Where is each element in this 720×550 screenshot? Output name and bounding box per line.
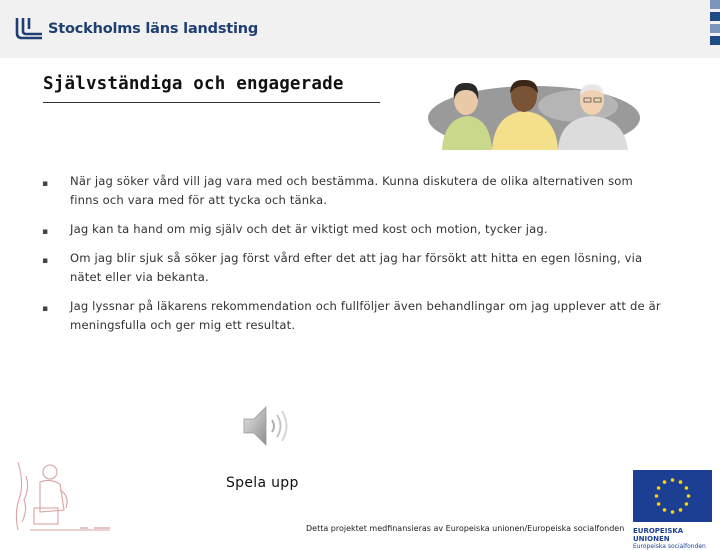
handwritten-sketch-icon xyxy=(10,452,120,536)
org-logo[interactable] xyxy=(14,16,258,42)
eu-flag-icon xyxy=(633,470,712,522)
list-item xyxy=(42,249,662,287)
play-button[interactable]: Spela upp xyxy=(226,475,299,491)
eu-logo xyxy=(633,470,712,550)
slide-title: Självständiga och engagerade xyxy=(43,74,344,94)
bullet-list xyxy=(42,172,662,345)
corner-decoration xyxy=(710,0,720,48)
bullet-glyph: ▪ xyxy=(42,227,49,237)
sll-logo-icon xyxy=(14,16,44,42)
bullet-glyph: ▪ xyxy=(42,304,49,314)
bullet-text: Om jag blir sjuk så söker jag först vård efter det att jag har försökt att hitta en egen lösning, via nätet eller via bekanta. xyxy=(70,251,643,284)
people-illustration xyxy=(428,78,640,150)
list-item xyxy=(42,220,662,239)
list-item xyxy=(42,297,662,335)
speaker-icon[interactable] xyxy=(240,402,290,450)
eu-fund-name: Europeiska socialfonden xyxy=(633,543,706,550)
list-item xyxy=(42,172,662,210)
bullet-glyph: ▪ xyxy=(42,256,49,266)
org-name: Stockholms läns landsting xyxy=(48,21,259,37)
bullet-text: När jag söker vård vill jag vara med och bestämma. Kunna diskutera de olika alternativen som finns och vara med för att tycka och tänka. xyxy=(70,174,633,207)
eu-name: EUROPEISKA UNIONEN xyxy=(633,527,684,543)
bullet-text: Jag kan ta hand om mig själv och det är viktigt med kost och motion, tycker jag. xyxy=(70,222,548,236)
bullet-text: Jag lyssnar på läkarens rekommendation och fullföljer även behandlingar om jag upplever att de är meningsfulla och ger mig ett resultat. xyxy=(70,299,661,332)
title-underline xyxy=(43,102,380,103)
bullet-glyph: ▪ xyxy=(42,179,49,189)
footer-funding-text: Detta projektet medfinansieras av Europeiska unionen/Europeiska socialfonden xyxy=(306,524,625,533)
